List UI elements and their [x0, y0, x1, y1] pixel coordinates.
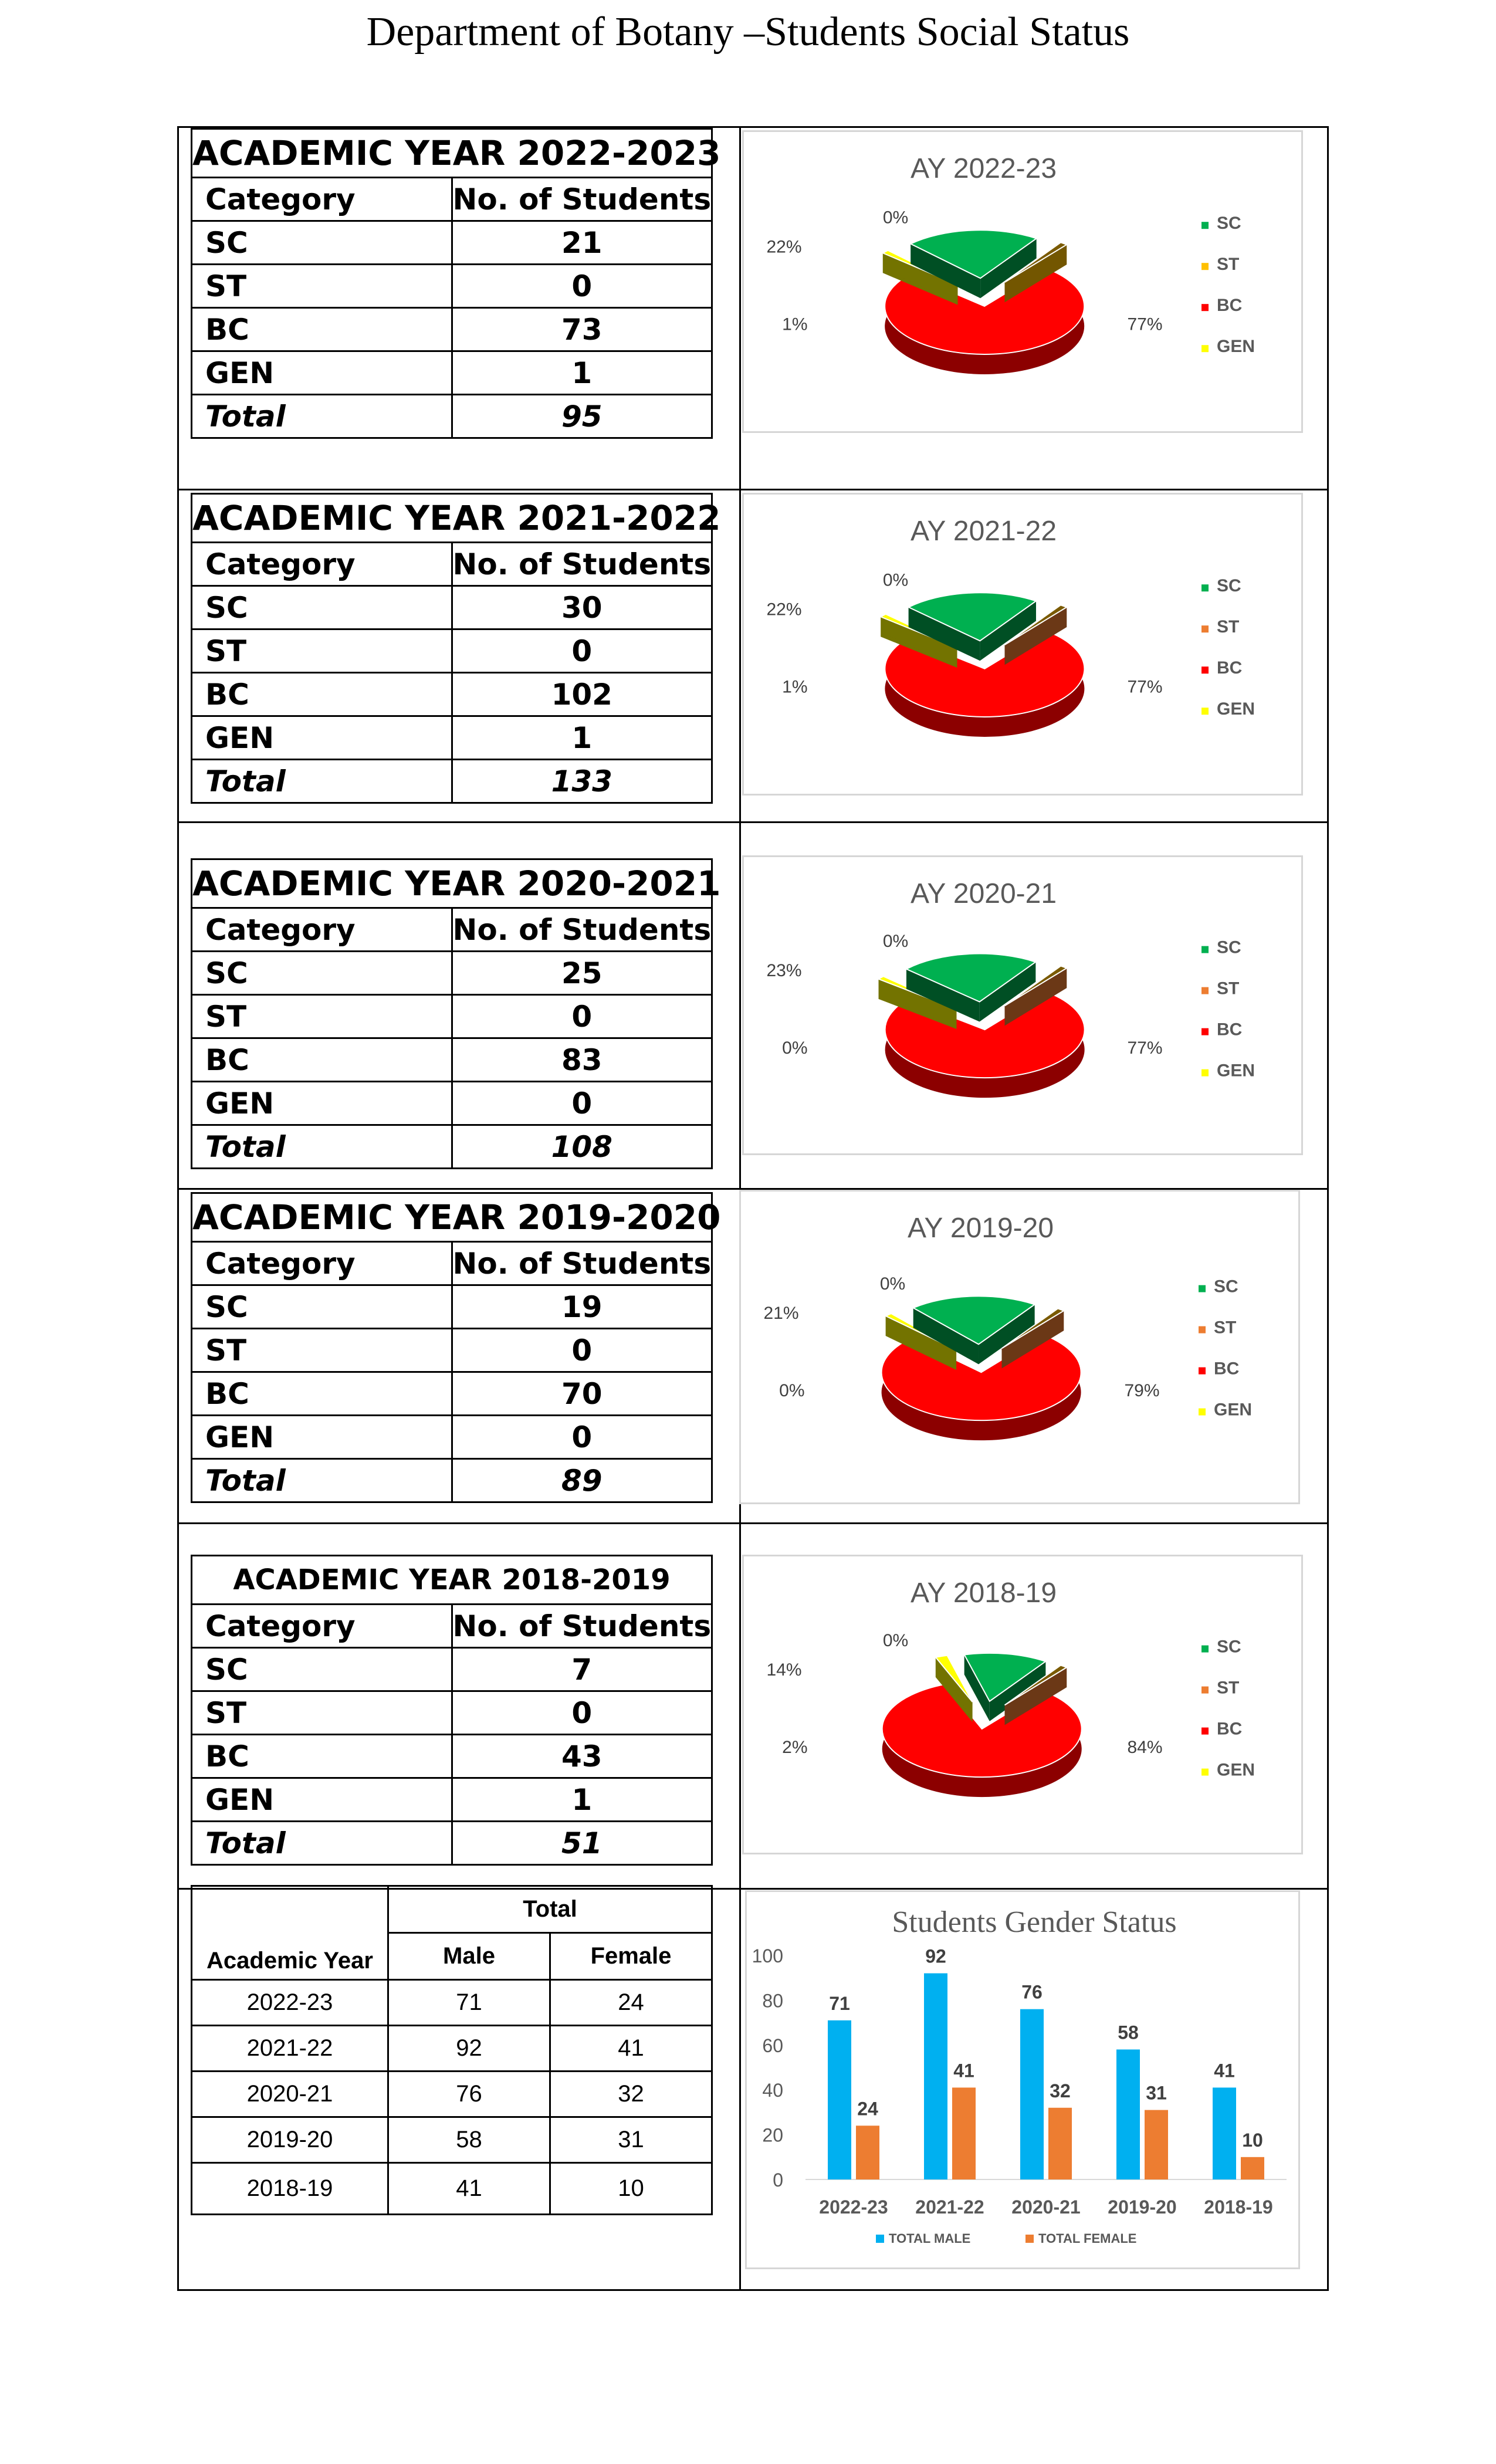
table-row: [192, 1082, 712, 1125]
data-label: 1%: [782, 677, 808, 697]
legend-label: ST: [1217, 1678, 1240, 1698]
data-label: 21%: [763, 1303, 799, 1323]
x-tick-label: 2019-20: [1108, 2196, 1177, 2218]
y-tick-label: 100: [752, 1945, 783, 1967]
data-label: 22%: [766, 600, 802, 620]
year-cell: 2018-19: [192, 2163, 388, 2215]
count-cell: 7: [452, 1648, 712, 1691]
legend-label: SC: [1217, 937, 1241, 957]
column-header-students: No. of Students: [452, 908, 712, 952]
chart-title: Students Gender Status: [892, 1905, 1177, 1939]
count-cell: 0: [452, 265, 712, 308]
legend-swatch: [1201, 1028, 1209, 1035]
legend-swatch: [1201, 345, 1209, 352]
table-row: [192, 995, 712, 1038]
male-cell: 41: [388, 2163, 550, 2215]
legend-label: GEN: [1217, 699, 1255, 719]
table-title: ACADEMIC YEAR 2021-2022: [192, 494, 712, 543]
academic-year-label: Academic Year: [207, 1948, 373, 1974]
bar-female: [856, 2125, 879, 2179]
legend-label: ST: [1217, 979, 1240, 999]
legend-swatch: [1201, 1646, 1209, 1653]
count-cell: 25: [452, 952, 712, 995]
column-header-category: Category: [192, 178, 452, 221]
table-row: [192, 1648, 712, 1691]
table-row: [192, 265, 712, 308]
data-label: 77%: [1127, 677, 1163, 697]
grid-right-border: [1327, 126, 1329, 2291]
total-row: [192, 760, 712, 803]
category-cell: SC: [192, 221, 452, 265]
male-cell: 71: [388, 1980, 550, 2026]
grid-left-border: [177, 126, 179, 2291]
year-cell: 2022-23: [192, 1980, 388, 2026]
column-header-category: Category: [192, 543, 452, 586]
legend-label: BC: [1214, 1359, 1240, 1379]
legend-swatch: [1199, 1285, 1206, 1292]
legend-label: ST: [1214, 1318, 1237, 1338]
data-label: 0%: [882, 208, 909, 228]
table-row: [192, 629, 712, 673]
legend-label: SC: [1214, 1277, 1238, 1297]
legend-swatch: [1201, 625, 1209, 632]
female-cell: 41: [550, 2026, 712, 2072]
legend-swatch: [1201, 584, 1209, 591]
legend-swatch: [1201, 1069, 1209, 1077]
legend-swatch: [876, 2235, 884, 2243]
count-cell: 70: [452, 1372, 712, 1416]
legend-swatch: [1199, 1368, 1206, 1375]
bar-male: [1116, 2049, 1140, 2179]
chart-title: AY 2021-22: [910, 516, 1057, 547]
chart-title: AY 2020-21: [910, 878, 1057, 909]
bar-value-label: 41: [953, 2060, 974, 2081]
table-row: [192, 1038, 712, 1082]
category-cell: GEN: [192, 351, 452, 395]
table-title: ACADEMIC YEAR 2022-2023: [192, 129, 712, 178]
year-cell: 2019-20: [192, 2117, 388, 2163]
pie-svg: [744, 132, 1301, 431]
category-cell: BC: [192, 1735, 452, 1778]
bar-value-label: 76: [1021, 1981, 1043, 2003]
count-cell: 0: [452, 1082, 712, 1125]
male-cell: 58: [388, 2117, 550, 2163]
female-cell: 10: [550, 2163, 712, 2215]
category-cell: ST: [192, 629, 452, 673]
legend-label: ST: [1217, 255, 1240, 275]
table-row: [192, 1372, 712, 1416]
table-title: ACADEMIC YEAR 2020-2021: [192, 859, 712, 908]
legend-label: BC: [1217, 296, 1243, 316]
category-cell: SC: [192, 1285, 452, 1329]
table-row: [192, 351, 712, 395]
column-header-students: No. of Students: [452, 1605, 712, 1648]
legend-label: SC: [1217, 1637, 1241, 1657]
total-row: [192, 1459, 712, 1502]
data-label: 0%: [882, 570, 909, 590]
category-cell: ST: [192, 1329, 452, 1372]
male-cell: 76: [388, 2072, 550, 2117]
count-cell: 0: [452, 1691, 712, 1735]
total-value: 95: [452, 395, 712, 438]
year-cell: 2020-21: [192, 2072, 388, 2117]
total-value: 133: [452, 760, 712, 803]
column-header-students: No. of Students: [452, 1242, 712, 1285]
category-cell: GEN: [192, 716, 452, 760]
data-label: 0%: [782, 1038, 808, 1058]
legend-swatch: [1201, 987, 1209, 994]
legend-swatch: [1201, 1687, 1209, 1694]
total-row: [192, 1822, 712, 1865]
total-value: 89: [452, 1459, 712, 1502]
count-cell: 1: [452, 351, 712, 395]
table-row: [192, 2117, 712, 2163]
bar-male: [828, 2020, 851, 2179]
total-label: Total: [192, 1125, 452, 1169]
data-label: 0%: [779, 1380, 805, 1400]
bar-female: [952, 2087, 976, 2179]
legend-label: GEN: [1214, 1400, 1253, 1420]
legend-swatch: [1201, 946, 1209, 953]
table-row: [192, 673, 712, 716]
bar-svg: [747, 1892, 1298, 2267]
legend-swatch: [1199, 1409, 1206, 1416]
count-cell: 0: [452, 629, 712, 673]
column-header-male: Male: [388, 1933, 550, 1980]
pie-chart-ay-2018-19: [742, 1555, 1303, 1854]
category-cell: ST: [192, 995, 452, 1038]
pie-chart-ay-2019-20: [739, 1190, 1300, 1504]
category-cell: BC: [192, 1038, 452, 1082]
category-cell: SC: [192, 586, 452, 629]
table-title: ACADEMIC YEAR 2019-2020: [192, 1193, 712, 1242]
legend-label: BC: [1217, 1020, 1243, 1040]
count-cell: 43: [452, 1735, 712, 1778]
total-label: Total: [192, 1822, 452, 1865]
male-cell: 92: [388, 2026, 550, 2072]
data-label: 1%: [782, 314, 808, 334]
y-tick-label: 40: [762, 2080, 783, 2101]
data-label: 22%: [766, 237, 802, 257]
grid-bottom-border: [177, 2289, 1329, 2291]
count-cell: 19: [452, 1285, 712, 1329]
pie-svg: [744, 495, 1301, 794]
count-cell: 83: [452, 1038, 712, 1082]
bar-female: [1145, 2110, 1168, 2179]
bar-value-label: 24: [857, 2098, 878, 2120]
y-tick-label: 0: [773, 2169, 783, 2191]
category-cell: GEN: [192, 1082, 452, 1125]
legend-swatch: [1199, 1326, 1206, 1333]
table-row: [192, 308, 712, 351]
grid-row-divider: [177, 1522, 1329, 1524]
chart-title: AY 2019-20: [907, 1213, 1054, 1244]
bar-male: [1213, 2087, 1236, 2179]
data-label: 79%: [1124, 1380, 1160, 1400]
x-tick-label: 2022-23: [819, 2196, 888, 2218]
category-cell: ST: [192, 1691, 452, 1735]
category-cell: GEN: [192, 1416, 452, 1459]
pie-svg: [744, 857, 1301, 1153]
bar-male: [1020, 2009, 1044, 2179]
x-tick-label: 2018-19: [1204, 2196, 1273, 2218]
count-cell: 0: [452, 995, 712, 1038]
column-header-academic-year: [192, 1886, 388, 1980]
data-label: 0%: [879, 1274, 906, 1294]
data-label: 77%: [1127, 314, 1163, 334]
table-row: [192, 1691, 712, 1735]
total-value: 51: [452, 1822, 712, 1865]
column-header-students: No. of Students: [452, 178, 712, 221]
total-label: Total: [192, 1459, 452, 1502]
count-cell: 1: [452, 716, 712, 760]
x-tick-label: 2021-22: [915, 2196, 984, 2218]
column-header-category: Category: [192, 1242, 452, 1285]
count-cell: 1: [452, 1778, 712, 1822]
data-label: 0%: [882, 1630, 909, 1650]
pie-svg: [741, 1192, 1298, 1502]
column-header-total: Total: [388, 1886, 712, 1933]
pie-svg: [744, 1556, 1301, 1853]
table-row: [192, 716, 712, 760]
count-cell: 0: [452, 1329, 712, 1372]
bar-value-label: 71: [829, 1992, 850, 2014]
table-row: [192, 1735, 712, 1778]
female-cell: 32: [550, 2072, 712, 2117]
total-label: Total: [192, 760, 452, 803]
legend-label: GEN: [1217, 337, 1255, 357]
count-cell: 0: [452, 1416, 712, 1459]
bar-female: [1048, 2108, 1072, 2179]
grid-row-divider: [177, 821, 1329, 823]
data-label: 77%: [1127, 1038, 1163, 1058]
column-header-female: Female: [550, 1933, 712, 1980]
category-cell: GEN: [192, 1778, 452, 1822]
category-cell: ST: [192, 265, 452, 308]
table-row: [192, 2026, 712, 2072]
data-label: 23%: [766, 960, 802, 980]
table-row: [192, 1980, 712, 2026]
category-cell: SC: [192, 1648, 452, 1691]
legend-label: ST: [1217, 617, 1240, 637]
bar-value-label: 32: [1050, 2080, 1071, 2101]
gender-bar-chart: [745, 1890, 1300, 2269]
bar-value-label: 58: [1118, 2022, 1139, 2043]
bar-value-label: 92: [925, 1945, 946, 1967]
column-header-category: Category: [192, 908, 452, 952]
page-title: Department of Botany –Students Social Status: [366, 9, 1130, 55]
count-cell: 73: [452, 308, 712, 351]
legend-swatch: [1201, 666, 1209, 673]
legend-swatch: [1201, 708, 1209, 715]
gender-table: [191, 1885, 713, 2215]
data-label: 14%: [766, 1660, 802, 1680]
academic-year-table: [191, 493, 721, 804]
legend-label: SC: [1217, 214, 1241, 233]
legend-swatch: [1025, 2235, 1034, 2243]
data-label: 2%: [782, 1737, 808, 1757]
pie-chart-ay-2020-21: [742, 855, 1303, 1155]
bar-value-label: 41: [1214, 2060, 1235, 2081]
female-cell: 31: [550, 2117, 712, 2163]
pie-chart-ay-2021-22: [742, 493, 1303, 796]
count-cell: 102: [452, 673, 712, 716]
total-row: [192, 395, 712, 438]
academic-year-table: [191, 858, 721, 1169]
category-cell: SC: [192, 952, 452, 995]
data-label: 84%: [1127, 1737, 1163, 1757]
academic-year-table: [191, 1555, 713, 1866]
table-row: [192, 586, 712, 629]
category-cell: BC: [192, 673, 452, 716]
chart-title: AY 2018-19: [910, 1578, 1057, 1609]
legend-swatch: [1201, 1728, 1209, 1735]
legend-swatch: [1201, 1769, 1209, 1776]
year-cell: 2021-22: [192, 2026, 388, 2072]
column-header-category: Category: [192, 1605, 452, 1648]
legend-label: GEN: [1217, 1760, 1255, 1780]
academic-year-table: [191, 1192, 721, 1503]
table-row: [192, 2072, 712, 2117]
legend-label: BC: [1217, 1719, 1243, 1739]
count-cell: 21: [452, 221, 712, 265]
table-row: [192, 1778, 712, 1822]
legend-swatch: [1201, 222, 1209, 229]
data-label: 0%: [882, 931, 909, 951]
total-label: Total: [192, 395, 452, 438]
category-cell: BC: [192, 1372, 452, 1416]
bar-female: [1241, 2157, 1264, 2179]
legend-label: TOTAL MALE: [889, 2231, 971, 2246]
pie-chart-ay-2022-23: [742, 130, 1303, 433]
total-value: 108: [452, 1125, 712, 1169]
table-row: [192, 952, 712, 995]
legend-swatch: [1201, 263, 1209, 270]
legend-label: GEN: [1217, 1061, 1255, 1081]
legend-label: TOTAL FEMALE: [1038, 2231, 1137, 2246]
legend-label: BC: [1217, 658, 1243, 678]
table-row: [192, 1416, 712, 1459]
table-title: ACADEMIC YEAR 2018-2019: [192, 1556, 712, 1605]
table-row: [192, 1285, 712, 1329]
y-tick-label: 20: [762, 2124, 783, 2146]
table-row: [192, 1329, 712, 1372]
legend-label: SC: [1217, 576, 1241, 596]
legend-swatch: [1201, 304, 1209, 311]
female-cell: 24: [550, 1980, 712, 2026]
category-cell: BC: [192, 308, 452, 351]
bar-value-label: 31: [1146, 2082, 1167, 2104]
y-tick-label: 80: [762, 1990, 783, 2012]
count-cell: 30: [452, 586, 712, 629]
chart-title: AY 2022-23: [910, 153, 1057, 184]
bar-male: [924, 1974, 947, 2179]
total-row: [192, 1125, 712, 1169]
table-row: [192, 2163, 712, 2215]
grid-row-divider: [177, 489, 1329, 490]
academic-year-table: [191, 128, 721, 439]
x-tick-label: 2020-21: [1011, 2196, 1081, 2218]
column-header-students: No. of Students: [452, 543, 712, 586]
table-row: [192, 221, 712, 265]
bar-value-label: 10: [1242, 2129, 1263, 2151]
y-tick-label: 60: [762, 2035, 783, 2056]
